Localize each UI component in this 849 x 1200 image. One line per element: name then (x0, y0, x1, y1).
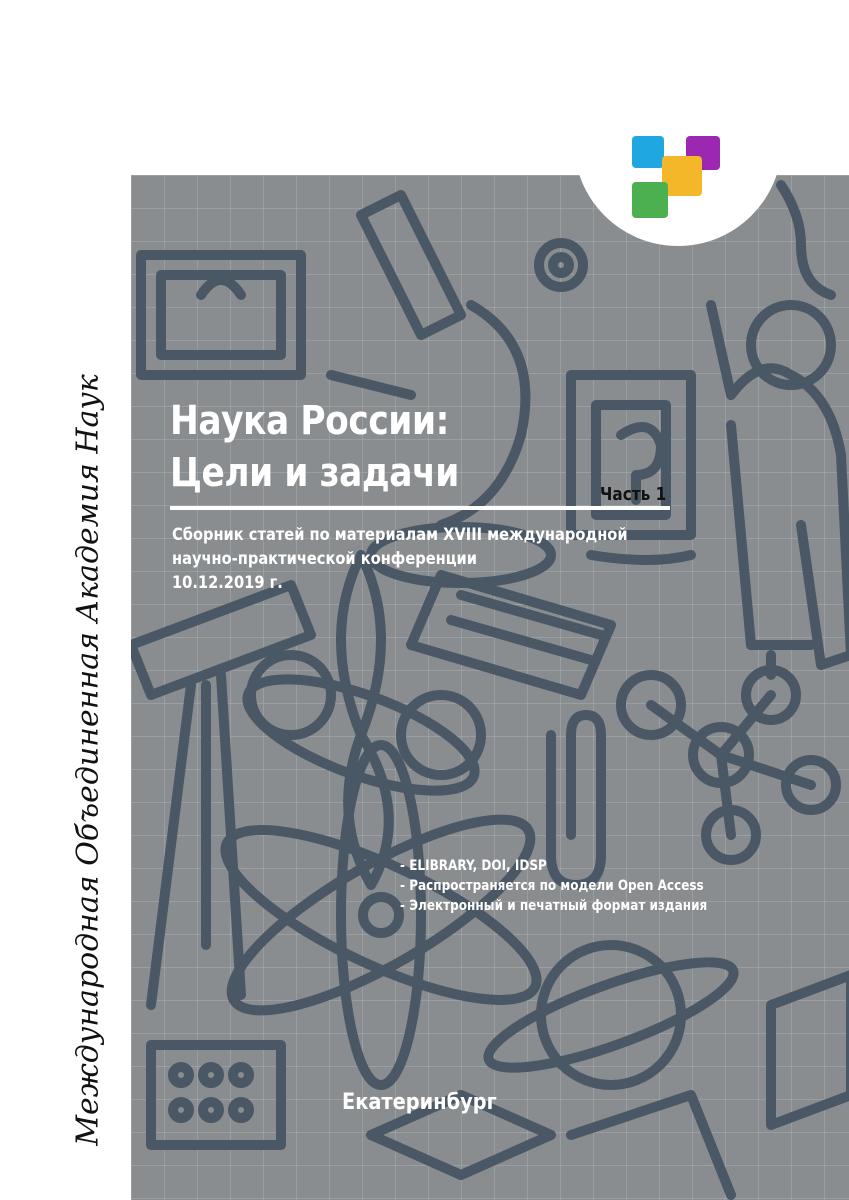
subtitle-line-2: научно-практической конференции (172, 549, 478, 569)
part-label: Часть 1 (600, 484, 667, 505)
conference-subtitle (172, 523, 628, 595)
subtitle-line-1: Сборник статей по материалам XVIII международной (172, 525, 628, 545)
cover-panel (131, 175, 849, 1200)
title-line-2: Цели и задачи (170, 450, 459, 496)
city-label: Екатеринбург (342, 1090, 497, 1115)
science-sketch-illustration (131, 175, 849, 1200)
book-title (170, 395, 459, 499)
publisher-vertical-name: Международная Объединенная Академия Наук (70, 374, 106, 1146)
title-line-1: Наука России: (170, 398, 449, 444)
features-list (400, 856, 707, 916)
logo-text: IMG (678, 203, 713, 221)
title-underline (170, 506, 670, 510)
subtitle-date: 10.12.2019 г. (172, 573, 283, 593)
feature-item: - ELIBRARY, DOI, IDSP (400, 858, 547, 874)
feature-item: - Распространяется по модели Open Access (400, 878, 704, 894)
feature-item: - Электронный и печатный формат издания (400, 898, 708, 914)
